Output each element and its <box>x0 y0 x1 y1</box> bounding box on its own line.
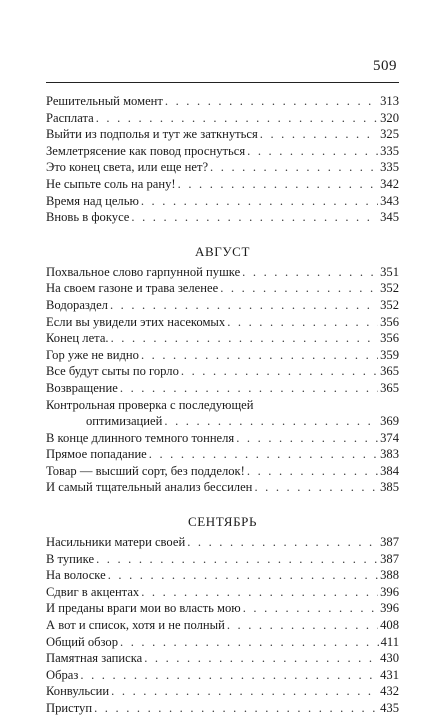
dot-leader <box>108 567 378 584</box>
dot-leader <box>242 264 378 281</box>
entry-title: Похвальное слово гарпунной пушке <box>46 264 241 279</box>
entry-title: Памятная записка <box>46 651 143 666</box>
entry-page-number: 356 <box>380 314 399 329</box>
entry-title: оптимизацией <box>86 414 163 429</box>
toc-entry <box>46 600 399 617</box>
dot-leader <box>187 534 378 551</box>
dot-leader <box>141 584 378 601</box>
dot-leader <box>165 93 378 110</box>
toc-entry <box>46 264 399 281</box>
entry-page-number: 388 <box>380 568 399 583</box>
toc-entry <box>46 110 399 127</box>
entry-page-number: 365 <box>380 380 399 395</box>
entry-page-number: 384 <box>380 463 399 478</box>
entry-title: Насильники матери своей <box>46 535 186 550</box>
toc-entry <box>46 297 399 314</box>
entry-title: А вот и список, хотя и не полный <box>46 618 225 633</box>
toc-entry <box>46 650 399 667</box>
entry-title: Это конец света, или еще нет? <box>46 160 209 175</box>
entry-title: Гор уже не видно <box>46 347 139 362</box>
dot-leader <box>227 314 378 331</box>
page-number: 509 <box>373 58 397 74</box>
dot-leader <box>120 634 379 651</box>
entry-page-number: 352 <box>380 281 399 296</box>
entry-page-number: 432 <box>380 684 399 699</box>
dot-leader <box>227 617 378 634</box>
entry-title: Если вы увидели этих насекомых <box>46 314 226 329</box>
entry-title: Возвращение <box>46 380 118 395</box>
entry-page-number: 383 <box>380 447 399 462</box>
entry-page-number: 396 <box>380 601 399 616</box>
entry-page-number: 430 <box>380 651 399 666</box>
toc-entry <box>46 93 399 110</box>
entry-page-number: 313 <box>380 94 399 108</box>
entry-page-number: 435 <box>380 701 399 715</box>
toc-entry <box>46 634 399 651</box>
entry-page-number: 396 <box>380 584 399 599</box>
entry-title: На волоске <box>46 568 106 583</box>
dot-leader <box>96 110 378 127</box>
toc-entry <box>46 380 399 397</box>
entry-title: В тупике <box>46 551 95 566</box>
dot-leader <box>236 430 378 447</box>
toc-entry <box>46 446 399 463</box>
dot-leader <box>149 446 378 463</box>
entry-title: На своем газоне и трава зеленее <box>46 281 219 296</box>
toc-entry <box>46 397 399 430</box>
entry-page-number: 342 <box>380 176 399 191</box>
section-heading: АВГУСТ <box>195 243 250 259</box>
entry-title: Контрольная проверка с последующей <box>46 397 254 412</box>
toc-entry <box>46 479 399 496</box>
dot-leader <box>111 683 378 700</box>
entry-title: И самый тщательный анализ бессилен <box>46 480 253 495</box>
toc-entry <box>46 193 399 210</box>
toc-entry <box>46 617 399 634</box>
dot-leader <box>80 667 378 684</box>
entry-title: Выйти из подполья и тут же заткнуться <box>46 127 258 142</box>
toc-entry <box>46 347 399 364</box>
toc-entry <box>46 683 399 700</box>
toc-entry <box>46 534 399 551</box>
dot-leader <box>220 280 378 297</box>
dot-leader <box>96 551 378 568</box>
entry-title: Прямое попадание <box>46 447 147 462</box>
toc-entry <box>46 667 399 684</box>
entry-page-number: 325 <box>380 127 399 142</box>
dot-leader <box>141 193 378 210</box>
dot-leader <box>111 330 379 347</box>
dot-leader <box>120 380 378 397</box>
entry-title: Вновь в фокусе <box>46 210 130 225</box>
entry-page-number: 356 <box>380 331 399 346</box>
entry-title: В конце длинного темного тоннеля <box>46 430 235 445</box>
dot-leader <box>254 479 378 496</box>
dot-leader <box>131 209 378 226</box>
toc-entry <box>46 463 399 480</box>
dot-leader <box>210 159 378 176</box>
entry-page-number: 365 <box>380 364 399 379</box>
entry-page-number: 343 <box>380 193 399 208</box>
entry-title: Общий обзор <box>46 634 119 649</box>
toc-entry <box>46 700 399 717</box>
entry-title: Водораздел <box>46 297 108 312</box>
entry-page-number: 408 <box>380 618 399 633</box>
table-of-contents <box>46 93 399 717</box>
entry-title: Конец лета. <box>46 331 109 346</box>
entry-title: Образ <box>46 667 79 682</box>
dot-leader <box>247 463 378 480</box>
entry-page-number: 374 <box>380 430 399 445</box>
entry-page-number: 335 <box>380 143 399 158</box>
entry-page-number: 335 <box>380 160 399 175</box>
entry-page-number: 387 <box>380 535 399 550</box>
entry-page-number: 387 <box>380 551 399 566</box>
toc-entry <box>46 176 399 193</box>
entry-title: Приступ <box>46 701 93 715</box>
dot-leader <box>141 347 378 364</box>
entry-page-number: 369 <box>380 414 399 429</box>
entry-title: И преданы враги мои во власть мою <box>46 601 241 616</box>
dot-leader <box>243 600 378 617</box>
entry-page-number: 431 <box>380 667 399 682</box>
entry-title: Сдвиг в акцентах <box>46 584 140 599</box>
toc-entry <box>46 126 399 143</box>
toc-entry <box>46 314 399 331</box>
dot-leader <box>247 143 378 160</box>
entry-title: Землетрясение как повод проснуться <box>46 143 246 158</box>
entry-page-number: 351 <box>380 264 399 279</box>
entry-page-number: 352 <box>380 297 399 312</box>
entry-title: Все будут сыты по горло <box>46 364 179 379</box>
entry-title: Расплата <box>46 110 94 125</box>
dot-leader <box>110 297 378 314</box>
entry-title: Товар — высший сорт, без подделок! <box>46 463 245 478</box>
entry-page-number: 385 <box>380 480 399 495</box>
toc-entry <box>46 430 399 447</box>
toc-entry <box>46 159 399 176</box>
entry-title: Не сыпьте соль на рану! <box>46 176 176 191</box>
dot-leader <box>144 650 378 667</box>
entry-page-number: 359 <box>380 347 399 362</box>
dot-leader <box>181 363 378 380</box>
toc-entry <box>46 363 399 380</box>
dot-leader <box>260 126 378 143</box>
entry-title: Решительный момент <box>46 94 163 108</box>
entry-page-number: 411 <box>380 634 399 649</box>
dot-leader <box>164 413 378 430</box>
toc-entry <box>46 143 399 160</box>
toc-entry <box>46 584 399 601</box>
header-rule <box>46 82 399 83</box>
dot-leader <box>94 700 378 717</box>
toc-entry <box>46 551 399 568</box>
toc-entry <box>46 209 399 226</box>
entry-page-number: 345 <box>380 210 399 225</box>
section-heading: СЕНТЯБРЬ <box>187 514 258 530</box>
toc-entry <box>46 330 399 347</box>
dot-leader <box>178 176 378 193</box>
toc-entry <box>46 567 399 584</box>
toc-entry <box>46 280 399 297</box>
entry-title: Время над целью <box>46 193 139 208</box>
entry-title: Конвульсии <box>46 684 110 699</box>
entry-page-number: 320 <box>380 110 399 125</box>
